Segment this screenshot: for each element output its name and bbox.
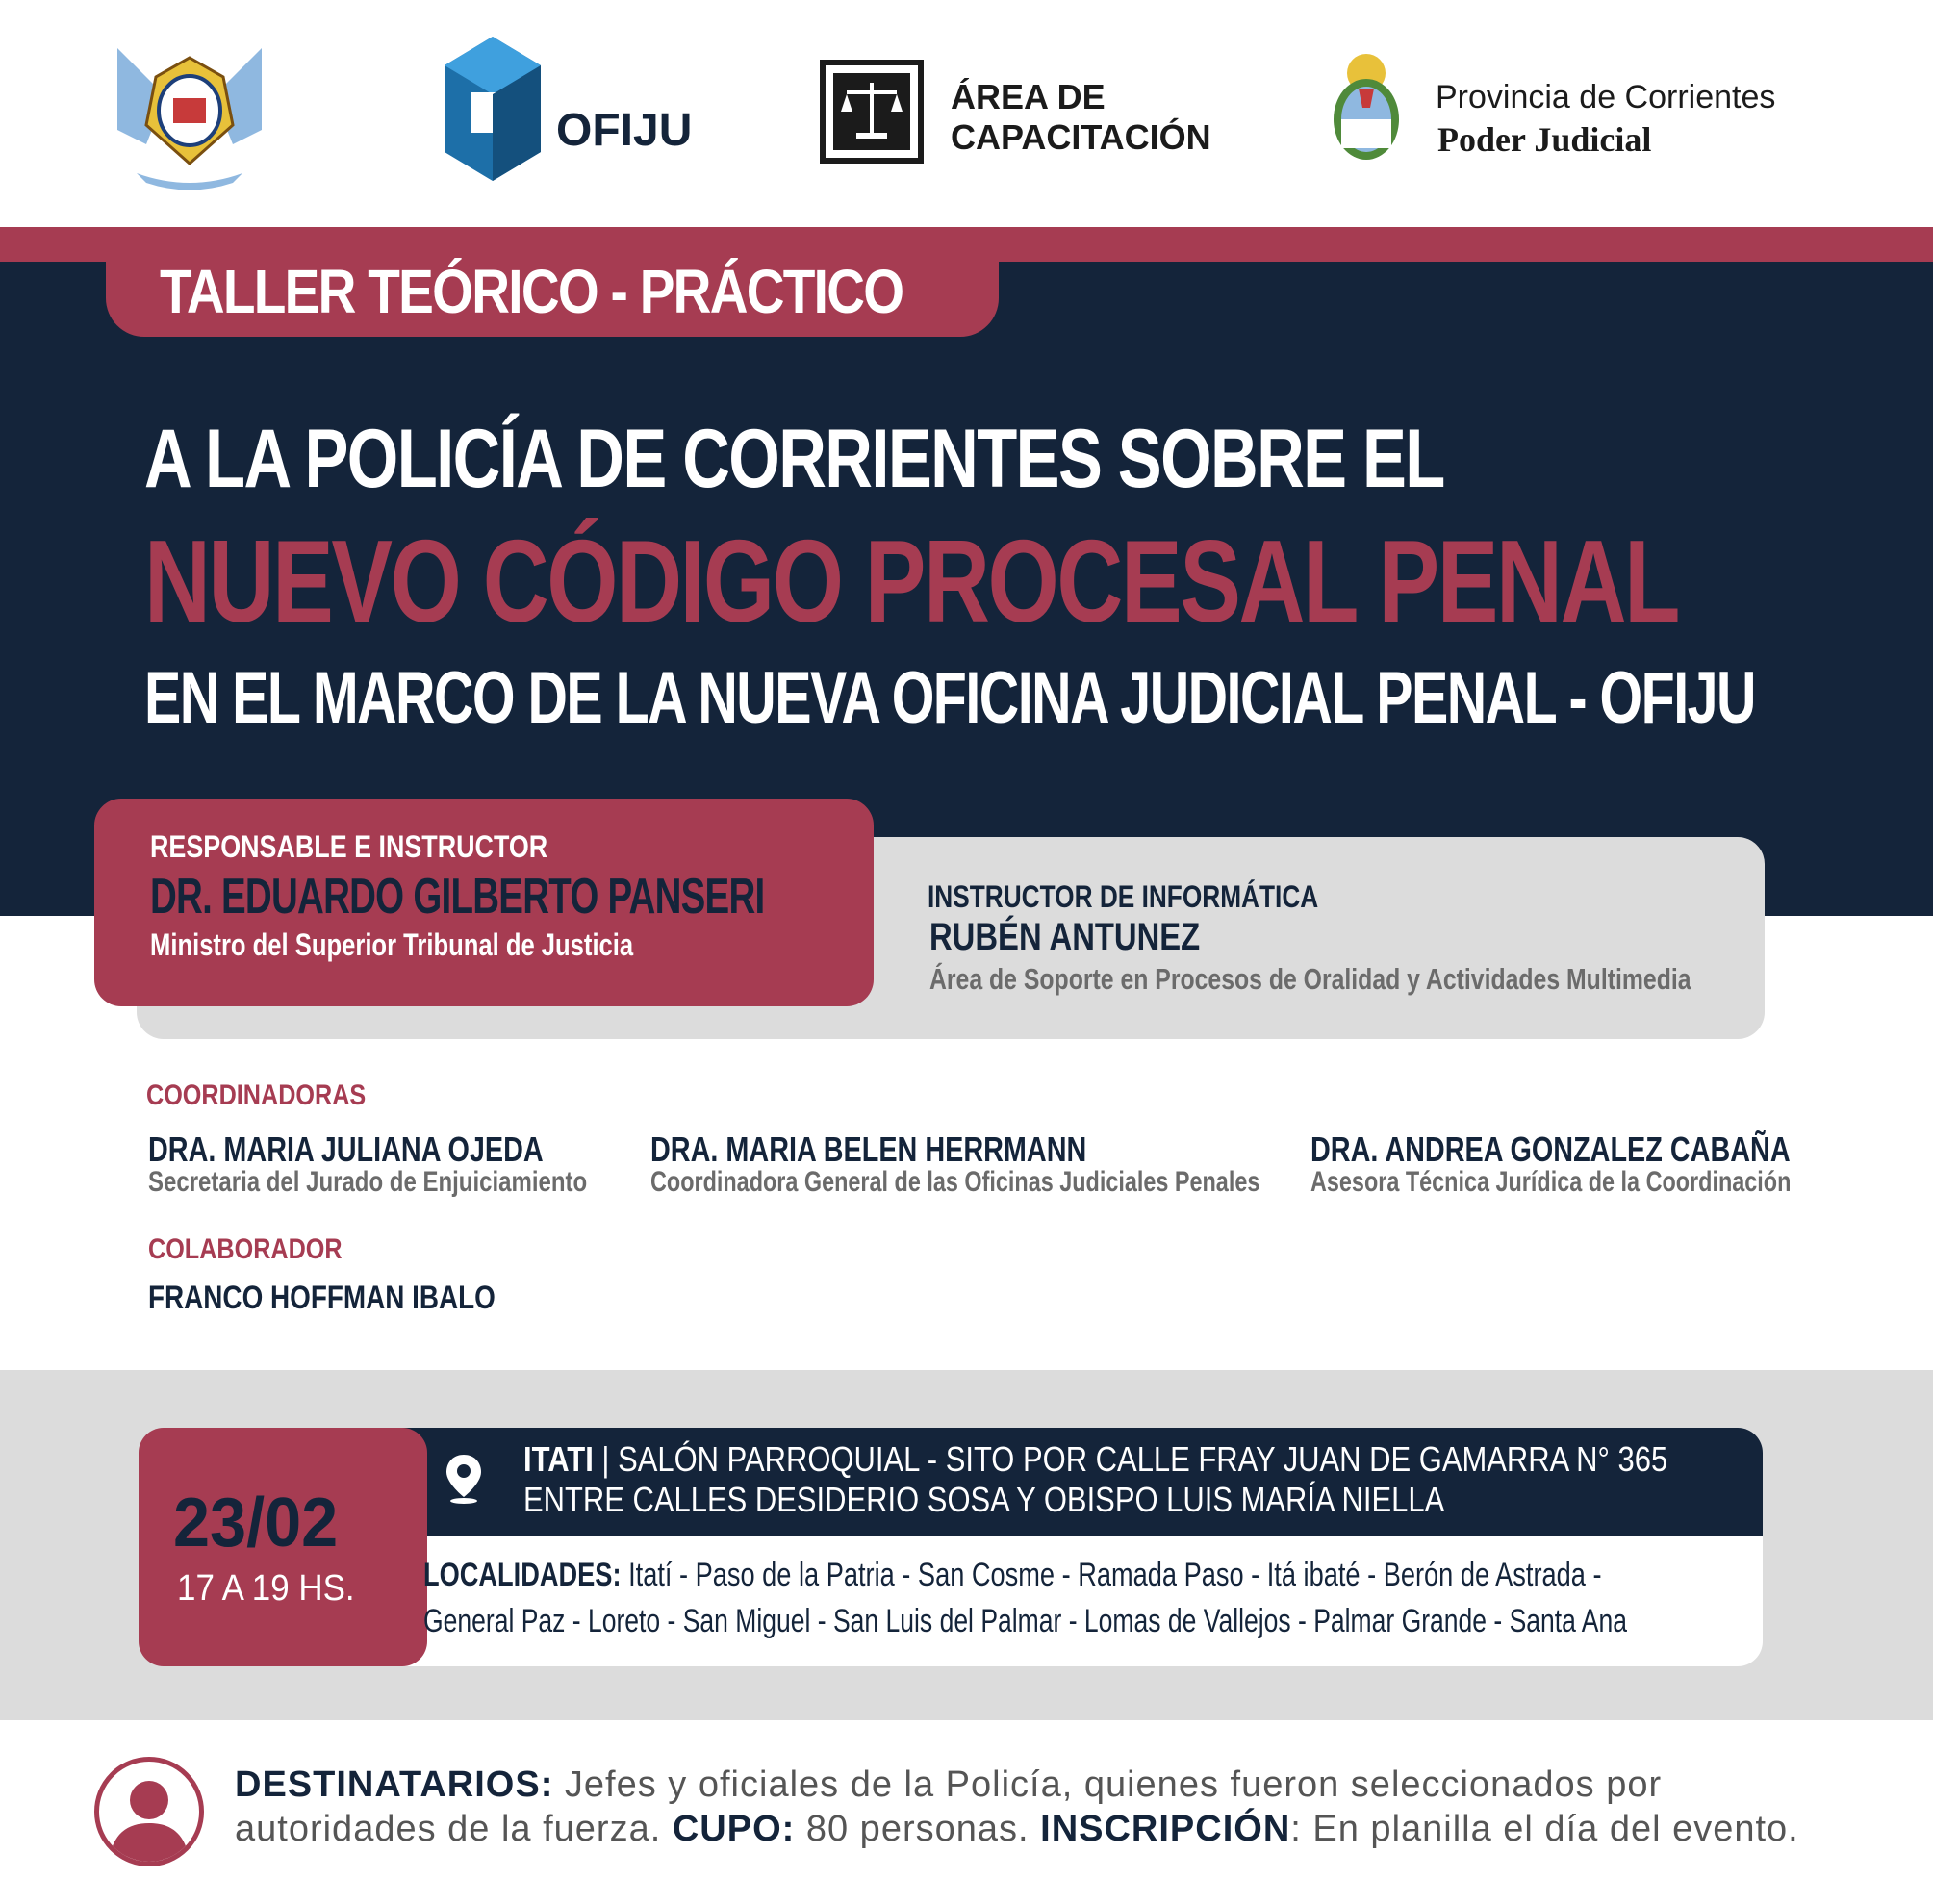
event-time: 17 A 19 HS.: [177, 1568, 355, 1609]
area-capacitacion-line2: CAPACITACIÓN: [951, 117, 1211, 157]
headline-line2: NUEVO CÓDIGO PROCESAL PENAL: [144, 516, 1679, 647]
capacitacion-scales-logo: [820, 60, 924, 164]
colaborador-heading: COLABORADOR: [148, 1233, 343, 1265]
location-city: ITATI: [523, 1439, 594, 1479]
main-instructor-name: DR. EDUARDO GILBERTO PANSERI: [150, 869, 765, 925]
it-instructor-name: RUBÉN ANTUNEZ: [929, 916, 1201, 958]
coordinadora-1-name: DRA. MARIA JULIANA OJEDA: [148, 1130, 544, 1169]
event-date: 23/02: [173, 1485, 339, 1561]
localidades-line1: [423, 1557, 1602, 1594]
location-line2: ENTRE CALLES DESIDERIO SOSA Y OBISPO LUIS MARÍA NIELLA: [523, 1480, 1445, 1519]
headline-line3: EN EL MARCO DE LA NUEVA OFICINA JUDICIAL PENAL - OFIJU: [144, 657, 1755, 739]
location-separator: |: [601, 1439, 610, 1479]
colaborador-name: FRANCO HOFFMAN IBALO: [148, 1280, 496, 1316]
cupo-text: 80 personas.: [805, 1809, 1030, 1849]
taller-label: TALLER TEÓRICO - PRÁCTICO: [160, 257, 903, 326]
location-venue: SALÓN PARROQUIAL - SITO POR CALLE FRAY JUAN DE GAMARRA N° 365: [618, 1439, 1668, 1479]
taller-tab: [106, 239, 999, 337]
coordinadora-2-position: Coordinadora General de las Oficinas Judiciales Penales: [650, 1166, 1260, 1198]
main-instructor-role: RESPONSABLE E INSTRUCTOR: [150, 829, 548, 864]
national-coat-of-arms-logo: [1316, 50, 1416, 169]
location-line1: [523, 1439, 1667, 1480]
destinatarios-line1: [235, 1764, 1662, 1806]
coordinadora-3-name: DRA. ANDREA GONZALEZ CABAÑA: [1310, 1130, 1791, 1169]
location-pin-icon: [443, 1453, 485, 1505]
poder-judicial-label: Poder Judicial: [1437, 120, 1652, 159]
cupo-label: CUPO:: [672, 1809, 796, 1849]
destinatarios-line2: [235, 1809, 1799, 1850]
headline-line1: A LA POLICÍA DE CORRIENTES SOBRE EL: [144, 413, 1444, 505]
coordinadora-1-position: Secretaria del Jurado de Enjuiciamiento: [148, 1166, 588, 1198]
main-instructor-position: Ministro del Superior Tribunal de Justicia: [150, 927, 634, 962]
police-crest-logo: [108, 38, 271, 192]
ofiju-logo: [435, 37, 548, 183]
inscripcion-label: INSCRIPCIÓN: [1040, 1809, 1291, 1849]
localidades-line2: General Paz - Loreto - San Miguel - San Luis del Palmar - Lomas de Vallejos - Palmar Grande - Santa Ana: [423, 1603, 1627, 1639]
coordinadora-3-position: Asesora Técnica Jurídica de la Coordinación: [1310, 1166, 1792, 1198]
it-instructor-role: INSTRUCTOR DE INFORMÁTICA: [928, 879, 1319, 914]
destinatarios-text: Jefes y oficiales de la Policía, quienes fueron seleccionados por: [564, 1764, 1663, 1805]
person-icon: [94, 1757, 204, 1866]
area-capacitacion-line1: ÁREA DE: [951, 77, 1106, 116]
it-instructor-position: Área de Soporte en Procesos de Oralidad y Actividades Multimedia: [929, 962, 1691, 996]
ofiju-label: OFIJU: [556, 105, 693, 156]
provincia-label: Provincia de Corrientes: [1436, 79, 1776, 115]
coordinadora-2-name: DRA. MARIA BELEN HERRMANN: [650, 1130, 1087, 1169]
coordinadoras-heading: COORDINADORAS: [146, 1079, 367, 1111]
localidades-list-1: Itatí - Paso de la Patria - San Cosme - Ramada Paso - Itá ibaté - Berón de Astrada -: [628, 1557, 1602, 1593]
destinatarios-label: DESTINATARIOS:: [235, 1764, 554, 1805]
inscripcion-text: : En planilla el día del evento.: [1290, 1809, 1799, 1849]
autoridades-text: autoridades de la fuerza.: [235, 1809, 662, 1849]
localidades-label: LOCALIDADES:: [423, 1557, 622, 1593]
